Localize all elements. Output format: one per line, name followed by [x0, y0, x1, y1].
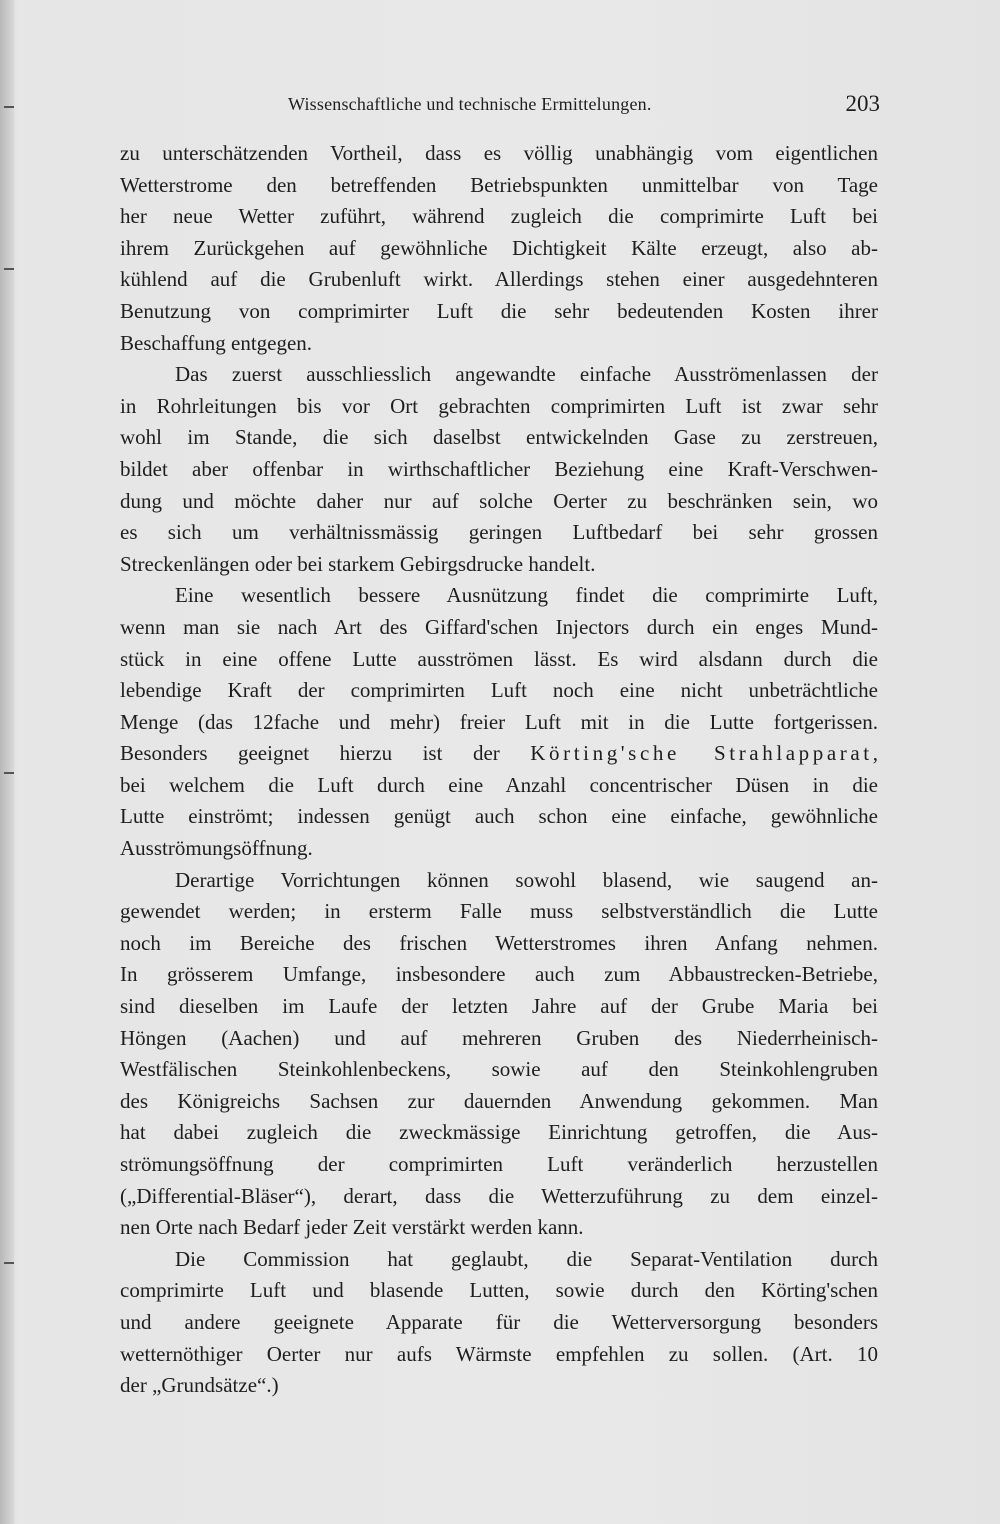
text-line: stück in eine offene Lutte ausströmen lässt. Es wird alsdann durch die — [120, 646, 878, 671]
text-line: Westfälischen Steinkohlenbeckens, sowie auf den Steinkohlengruben — [120, 1057, 878, 1082]
spaced-term: Körting'sche Strahlapparat — [530, 741, 873, 766]
text-line: ihrem Zurückgehen auf gewöhnliche Dichtigkeit Kälte erzeugt, also ab- — [120, 235, 878, 260]
stitch-mark — [4, 268, 14, 270]
page-header — [288, 92, 880, 122]
line-text: , — [872, 741, 878, 766]
body-text — [120, 138, 878, 1402]
text-line: bildet aber offenbar in wirthschaftlicher Beziehung eine Kraft-Verschwen- — [120, 456, 878, 481]
stitch-mark — [4, 772, 14, 774]
text-line: des Königreichs Sachsen zur dauernden Anwendung gekommen. Man — [120, 1088, 878, 1113]
text-line: es sich um verhältnissmässig geringen Luftbedarf bei sehr grossen — [120, 520, 878, 545]
text-line: comprimirte Luft und blasende Lutten, sowie durch den Körting'schen — [120, 1278, 878, 1303]
paragraph-first-line: Das zuerst ausschliesslich angewandte einfache Ausströmenlassen der — [175, 362, 878, 387]
page-spine — [0, 0, 14, 1524]
page-number: 203 — [845, 91, 880, 116]
text-line: Lutte einströmt; indessen genügt auch schon eine einfache, gewöhnliche — [120, 804, 878, 829]
text-line: nen Orte nach Bedarf jeder Zeit verstärkt werden kann. — [120, 1215, 584, 1240]
text-line: wenn man sie nach Art des Giffard'schen Injectors durch ein enges Mund- — [120, 614, 878, 639]
stitch-mark — [4, 1262, 14, 1264]
text-line: Beschaffung entgegen. — [120, 330, 313, 355]
text-line: dung und möchte daher nur auf solche Oerter zu beschränken sein, wo — [120, 488, 878, 513]
text-line: Ausströmungsöffnung. — [120, 836, 313, 861]
text-line: noch im Bereiche des frischen Wetterstromes ihren Anfang nehmen. — [120, 930, 878, 955]
text-line: wohl im Stande, die sich daselbst entwickelnden Gase zu zerstreuen, — [120, 425, 878, 450]
text-line-with-spaced-term — [120, 738, 878, 770]
text-line: Wetterstrome den betreffenden Betriebspunkten unmittelbar von Tage — [120, 172, 878, 197]
text-line: Benutzung von comprimirter Luft die sehr bedeutenden Kosten ihrer — [120, 298, 878, 323]
stitch-mark — [4, 106, 14, 108]
text-line: und andere geeignete Apparate für die Wetterversorgung besonders — [120, 1309, 878, 1334]
text-line: Streckenlängen oder bei starkem Gebirgsdrucke handelt. — [120, 551, 596, 576]
text-line: in Rohrleitungen bis vor Ort gebrachten comprimirten Luft ist zwar sehr — [120, 393, 878, 418]
text-line: bei welchem die Luft durch eine Anzahl concentrischer Düsen in die — [120, 772, 878, 797]
text-line: gewendet werden; in ersterm Falle muss selbstverständlich die Lutte — [120, 899, 878, 924]
text-line: In grösserem Umfange, insbesondere auch zum Abbaustrecken-Betriebe, — [120, 962, 878, 987]
running-head: Wissenschaftliche und technische Ermittelungen. — [288, 94, 652, 114]
text-line: („Differential-Bläser“), derart, dass die Wetterzuführung zu dem einzel- — [120, 1183, 878, 1208]
paragraph-first-line: Eine wesentlich bessere Ausnützung findet die comprimirte Luft, — [175, 583, 878, 608]
text-line: wetternöthiger Oerter nur aufs Wärmste empfehlen zu sollen. (Art. 10 — [120, 1341, 878, 1366]
text-line: strömungsöffnung der comprimirten Luft veränderlich herzustellen — [120, 1152, 878, 1176]
line-text: Besonders geeignet hierzu ist der — [120, 741, 531, 766]
paragraph-first-line: Die Commission hat geglaubt, die Separat-Ventilation durch — [175, 1246, 878, 1271]
text-line: lebendige Kraft der comprimirten Luft noch eine nicht unbeträchtliche — [120, 678, 878, 703]
text-line: zu unterschätzenden Vortheil, dass es völlig unabhängig vom eigentlichen — [120, 141, 878, 165]
text-line: sind dieselben im Laufe der letzten Jahre auf der Grube Maria bei — [120, 994, 878, 1019]
text-line: Menge (das 12fache und mehr) freier Luft mit in die Lutte fortgerissen. — [120, 709, 878, 734]
text-line: kühlend auf die Grubenluft wirkt. Allerdings stehen einer ausgedehnteren — [120, 267, 878, 292]
text-line: Höngen (Aachen) und auf mehreren Gruben des Niederrheinisch- — [120, 1025, 878, 1050]
text-line: her neue Wetter zuführt, während zugleich die comprimirte Luft bei — [120, 204, 878, 229]
paragraph-first-line: Derartige Vorrichtungen können sowohl blasend, wie saugend an- — [175, 867, 878, 892]
text-line: der „Grundsätze“.) — [120, 1373, 279, 1398]
text-line: hat dabei zugleich die zweckmässige Einrichtung getroffen, die Aus- — [120, 1120, 878, 1145]
